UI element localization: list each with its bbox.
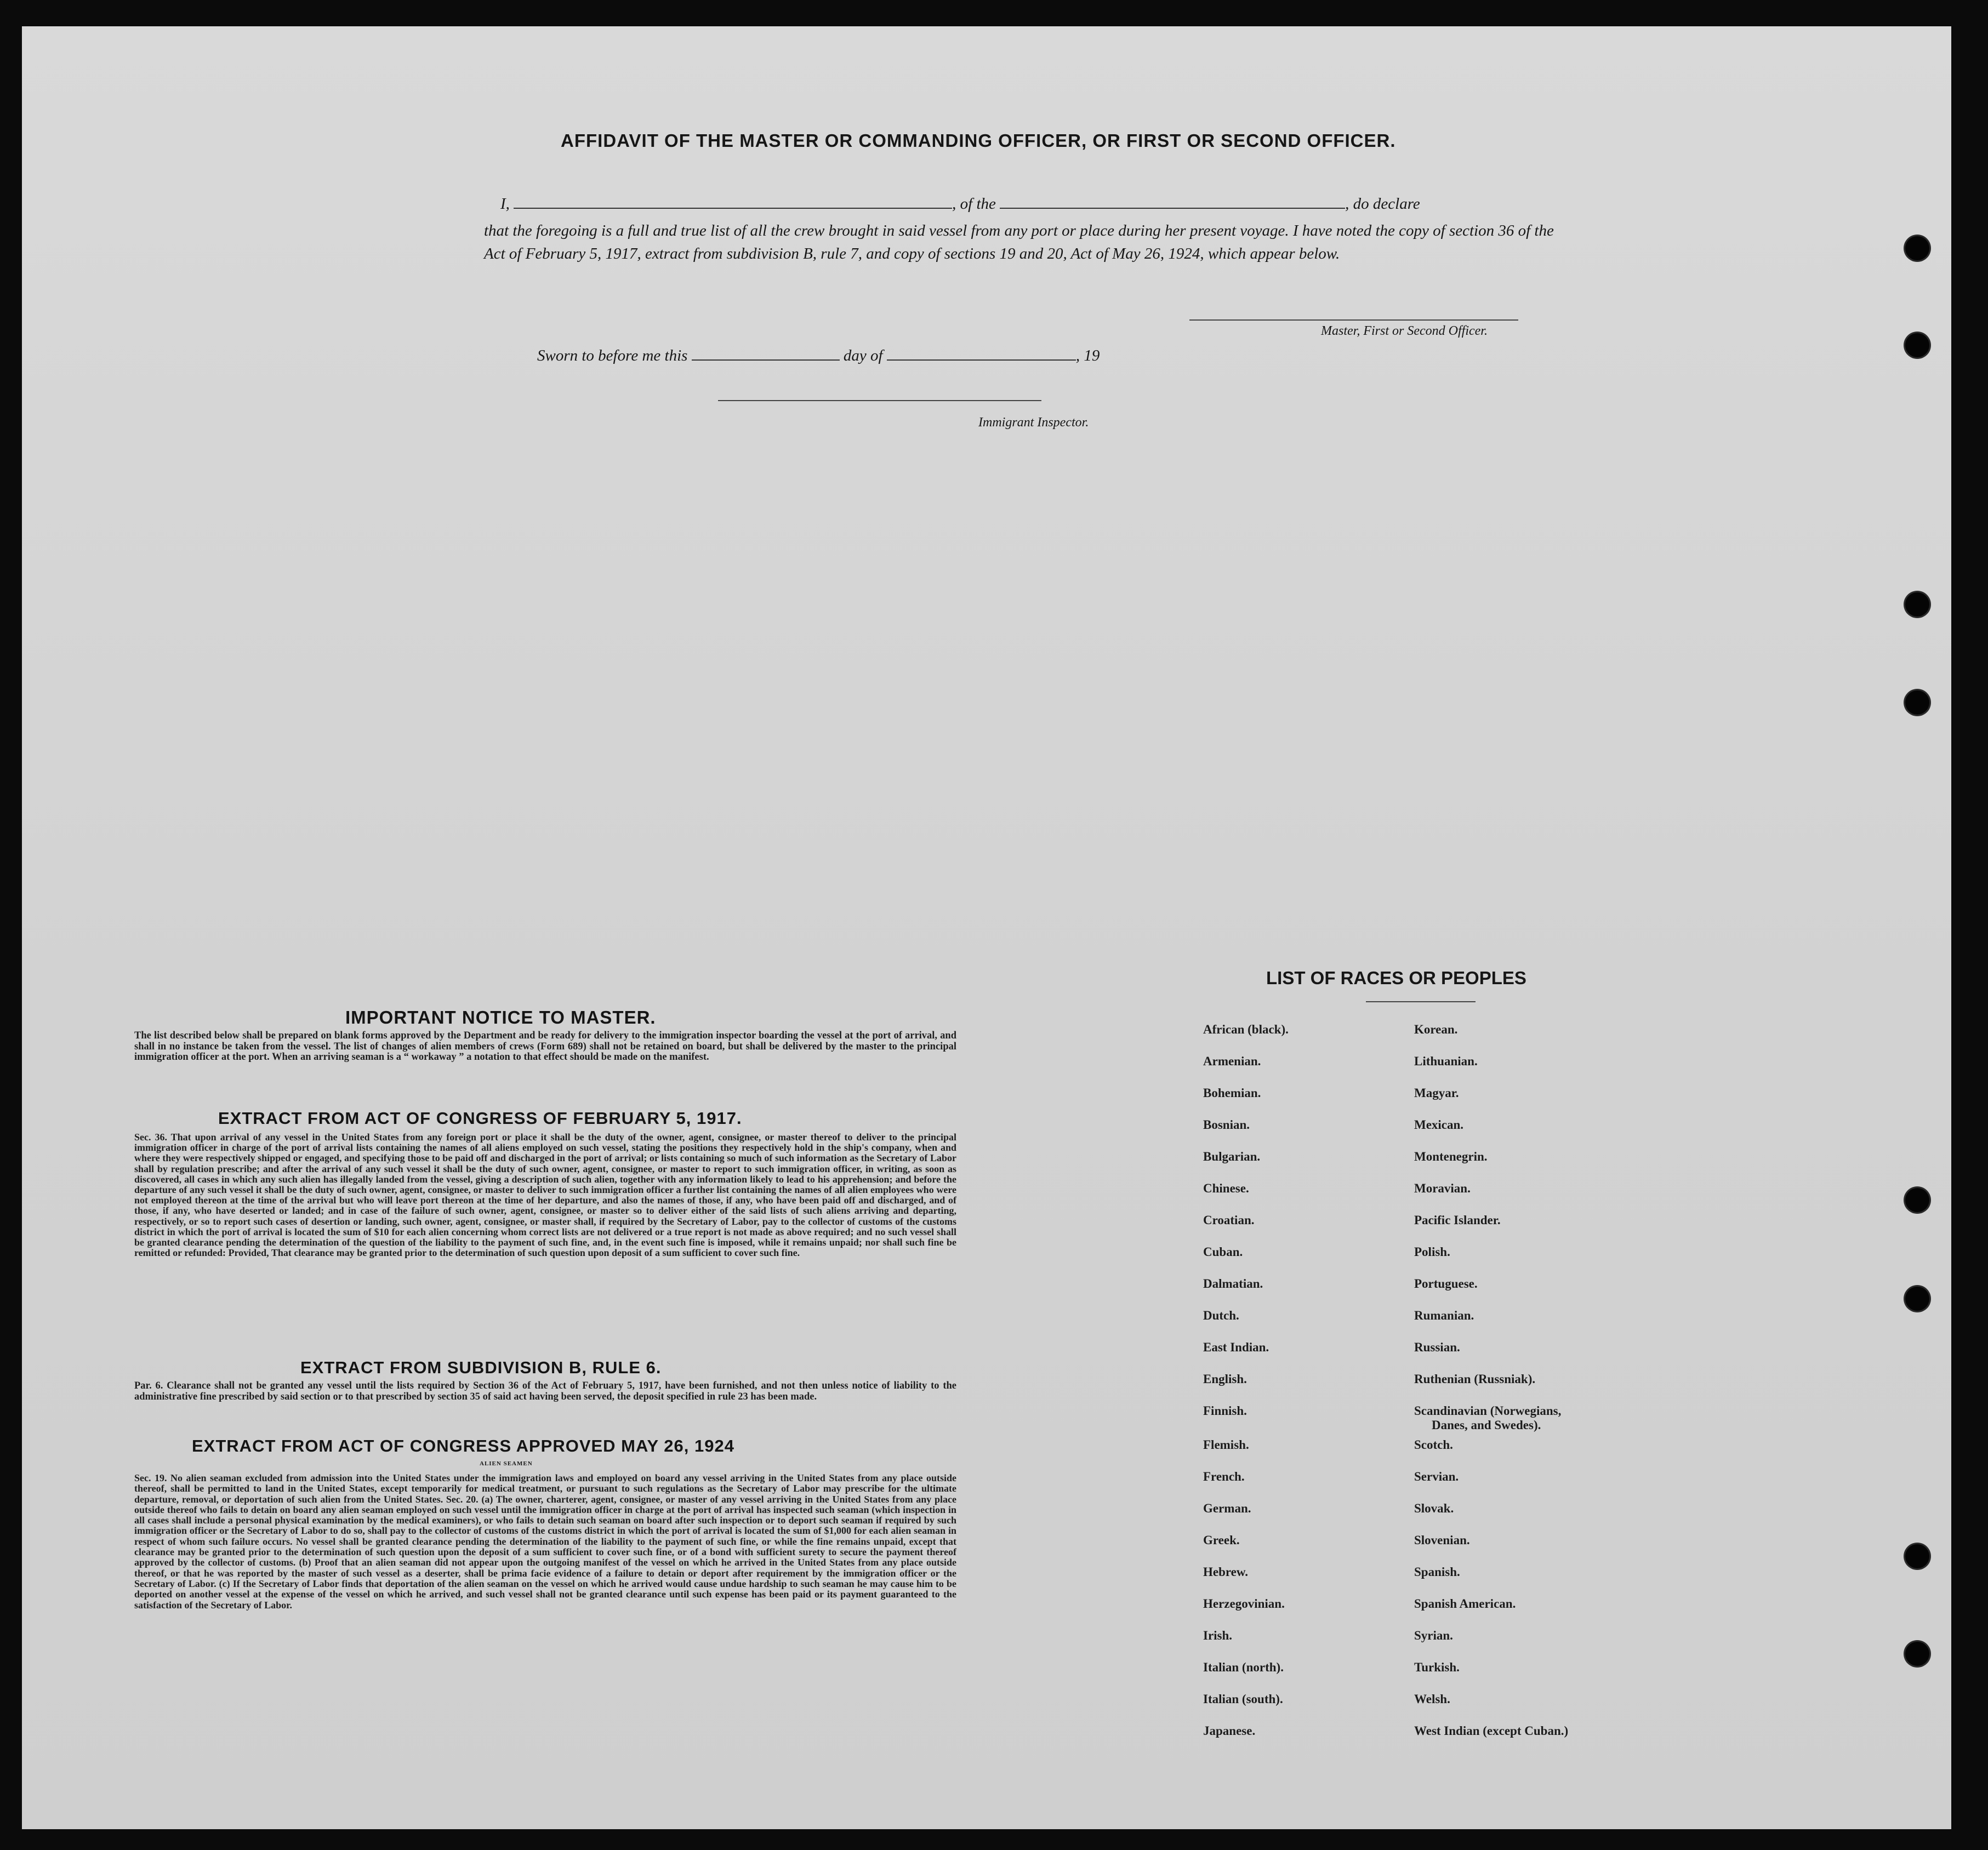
race-item: Irish. [1203,1629,1233,1642]
race-item: Ruthenian (Russniak). [1414,1372,1536,1386]
punch-hole [1905,236,1929,260]
race-item: Greek. [1203,1533,1240,1547]
affidavit-title: AFFIDAVIT OF THE MASTER OR COMMANDING OFFICER, OR FIRST OR SECOND OFFICER. [561,130,1396,151]
races-title-rule [1366,1001,1476,1002]
race-item: Moravian. [1414,1181,1471,1195]
race-item: African (black). [1203,1023,1289,1036]
race-item: West Indian (except Cuban.) [1414,1724,1569,1738]
master-signature-line[interactable] [1189,319,1518,321]
document-page [22,26,1951,1829]
race-item: Croatian. [1203,1213,1255,1227]
race-item: Japanese. [1203,1724,1256,1738]
race-item: Spanish. [1414,1565,1460,1579]
sworn-row [537,347,1211,365]
race-item: Dutch. [1203,1309,1239,1322]
race-item: Dalmatian. [1203,1277,1263,1291]
punch-hole [1905,1544,1929,1568]
punch-hole [1905,592,1929,616]
race-item: Finnish. [1203,1404,1247,1418]
race-item: Italian (south). [1203,1692,1283,1706]
race-item: Mexican. [1414,1118,1464,1132]
race-item: English. [1203,1372,1247,1386]
race-item: Danes, and Swedes). [1432,1418,1541,1432]
race-item: Russian. [1414,1340,1460,1354]
race-item: Syrian. [1414,1629,1453,1642]
race-item: Welsh. [1414,1692,1450,1706]
inspector-caption: Immigrant Inspector. [978,415,1089,430]
race-item: French. [1203,1470,1245,1483]
race-item: Rumanian. [1414,1309,1474,1322]
races-title: LIST OF RACES OR PEOPLES [1266,968,1526,988]
race-item: Scotch. [1414,1438,1453,1452]
extract-rule6-title: EXTRACT FROM SUBDIVISION B, RULE 6. [300,1358,662,1377]
sworn-month-blank[interactable] [887,359,1076,361]
notice-body: The list described below shall be prepared on blank forms approved by the Department and be ready for delivery to the immigration inspector boarding the vessel at the port of arrival, and shall in no instance be taken from the vessel. The list of changes of alien members of crews (Form 689) shall not be retained on board, but shall be delivered by the master to the principal immigration officer at the port. When an arriving seaman is a “ workaway ” a notation to that effect should be made on the manifest. [134,1030,956,1063]
extract-1924-title: EXTRACT FROM ACT OF CONGRESS APPROVED MAY 26, 1924 [192,1436,734,1455]
sworn-day-blank[interactable] [692,359,840,361]
extract-1917-body: Sec. 36. That upon arrival of any vessel in the United States from any foreign port or place it shall be the duty of the owner, agent, consignee, or master thereof to deliver to the principal immigration officer in charge of the port of arrival lists containing the names of all aliens employed on such vessel, stating the positions they respectively hold in the ship's company, when and where they were respectively shipped or engaged, and specifying those to be paid off and discharged in the port of arrival; or lists containing so much of such information as the Secretary of Labor shall by regulation prescribe; and after the arrival of any such vessel it shall be the duty of such owner, agent, consignee, or master to report to such immigration officer, in writing, as soon as discovered, all cases in which any such alien has illegally landed from the vessel, giving a description of such alien, together with any information likely to lead to his apprehension; and before the departure of any such vessel it shall be the duty of such owner, agent, consignee, or master to deliver to such immigration officer a further list containing the names of all alien employees who were not employed thereon at the time of the arrival but who will leave port thereon at the time of her departure, and also the names of those, if any, who have been paid off and discharged, and of those, if any, who have deserted or landed; and in case of the failure of such owner, agent, consignee, or master so to deliver either of the said lists of such aliens arriving and departing, respectively, or so to report such cases of desertion or landing, such owner, agent, consignee, or master shall, if required by the Secretary of Labor, pay to the collector of customs of the customs district in which the port of arrival is located the sum of $10 for each alien concerning whom correct lists are not delivered or a true report is not made as above required; and no such vessel shall be granted clearance pending the determination of the question of the liability to the payment of such fine, and, in the event such fine is imposed, while it remains unpaid; nor shall such fine be remitted or refunded: Provided, That clearance may be granted prior to the determination of such question upon deposit of a sum sufficient to cover such fine. [134,1132,956,1259]
extract-1924-body: Sec. 19. No alien seaman excluded from admission into the United States under the immigration laws and employed on board any vessel arriving in the United States from any place outside thereof, shall be permitted to land in the United States, except temporarily for medical treatment, or pursuant to such regulations as the Secretary of Labor may prescribe for the ultimate departure, removal, or deportation of such alien from the United States. Sec. 20. (a) The owner, charterer, agent, consignee, or master of any vessel arriving in the United States from any place outside thereof who fails to detain on board any alien seaman employed on such vessel until the immigration officer in charge at the port of arrival has inspected such seaman (which inspection in all cases shall include a personal physical examination by the medical examiners), or who fails to detain such seaman on board after such inspection or to deport such seaman if required by such immigration officer or the Secretary of Labor to do so, shall pay to the collector of customs of the customs district in which the port of arrival is located the sum of $1,000 for each alien seaman in respect of whom such failure occurs. No vessel shall be granted clearance pending the determination of the liability to the payment of such fine, or while the fine remains unpaid, except that clearance may be granted prior to the determination of such question upon the deposit of a sum sufficient to cover such fine, or of a bond with sufficient surety to secure the payment thereof approved by the collector of customs. (b) Proof that an alien seaman did not appear upon the outgoing manifest of the vessel on which he arrived in the United States from any place outside thereof, or that he was reported by the master of such vessel as a deserter, shall be prima facie evidence of a failure to detain or deport after requirement by the immigration officer or the Secretary of Labor. (c) If the Secretary of Labor finds that deportation of the alien seaman on the vessel on which he arrived would cause undue hardship to such seaman he may cause him to be deported on another vessel at the expense of the vessel on which he arrived, and such vessel shall not be granted clearance until such expense has been paid or its payment guaranteed to the satisfaction of the Secretary of Labor. [134,1472,956,1611]
race-item: Magyar. [1414,1086,1459,1100]
race-item: German. [1203,1501,1251,1515]
punch-hole [1905,1188,1929,1212]
sworn-day-of: day of [843,347,883,364]
race-item: Slovenian. [1414,1533,1470,1547]
race-item: Bosnian. [1203,1118,1250,1132]
declare-i-label: I, [500,195,510,213]
extract-1924-subtitle: ALIEN SEAMEN [480,1460,533,1467]
race-item: Hebrew. [1203,1565,1248,1579]
race-item: Pacific Islander. [1414,1213,1501,1227]
race-item: Montenegrin. [1414,1150,1488,1163]
declare-row [500,195,1564,213]
race-item: East Indian. [1203,1340,1269,1354]
extract-rule6-body: Par. 6. Clearance shall not be granted any vessel until the lists required by Section 36 of the Act of February 5, 1917, have been furnished, and not then unless notice of liability to the administrative fine prescribed by said section or to that prescribed by section 35 of said act having been served, the deposit specified in rule 23 has been made. [134,1380,956,1402]
race-item: Flemish. [1203,1438,1249,1452]
punch-hole [1905,1642,1929,1666]
race-item: Bohemian. [1203,1086,1261,1100]
extract-1917-title: EXTRACT FROM ACT OF CONGRESS OF FEBRUARY 5, 1917. [218,1109,742,1128]
punch-hole [1905,333,1929,357]
race-item: Italian (north). [1203,1660,1284,1674]
race-item: Lithuanian. [1414,1054,1478,1068]
punch-hole [1905,1287,1929,1311]
declare-end-label: , do declare [1345,195,1420,213]
race-item: Chinese. [1203,1181,1249,1195]
race-item: Spanish American. [1414,1597,1516,1611]
race-item: Portuguese. [1414,1277,1478,1291]
race-item: Turkish. [1414,1660,1460,1674]
sworn-year: , 19 [1075,347,1100,364]
master-signature-caption: Master, First or Second Officer. [1321,324,1488,338]
inspector-signature-line[interactable] [718,400,1041,401]
affidavit-body: that the foregoing is a full and true list of all the crew brought in said vessel from any port or place during her present voyage. I have noted the copy of section 36 of the Act of February 5, 1917, extract from subdivision B, rule 7, and copy of sections 19 and 20, Act of May 26, 1924, which appear below. [484,222,1554,262]
race-item: Cuban. [1203,1245,1243,1259]
race-item: Polish. [1414,1245,1450,1259]
declare-of-the-label: , of the [952,195,996,213]
race-item: Bulgarian. [1203,1150,1261,1163]
race-item: Slovak. [1414,1501,1454,1515]
race-item: Scandinavian (Norwegians, [1414,1404,1562,1418]
vessel-blank[interactable] [1000,208,1345,209]
race-item: Servian. [1414,1470,1459,1483]
race-item: Armenian. [1203,1054,1261,1068]
notice-title: IMPORTANT NOTICE TO MASTER. [345,1007,656,1027]
name-blank[interactable] [514,208,952,209]
race-item: Korean. [1414,1023,1458,1036]
punch-hole [1905,690,1929,715]
race-item: Herzegovinian. [1203,1597,1285,1611]
sworn-prefix: Sworn to before me this [537,347,688,364]
